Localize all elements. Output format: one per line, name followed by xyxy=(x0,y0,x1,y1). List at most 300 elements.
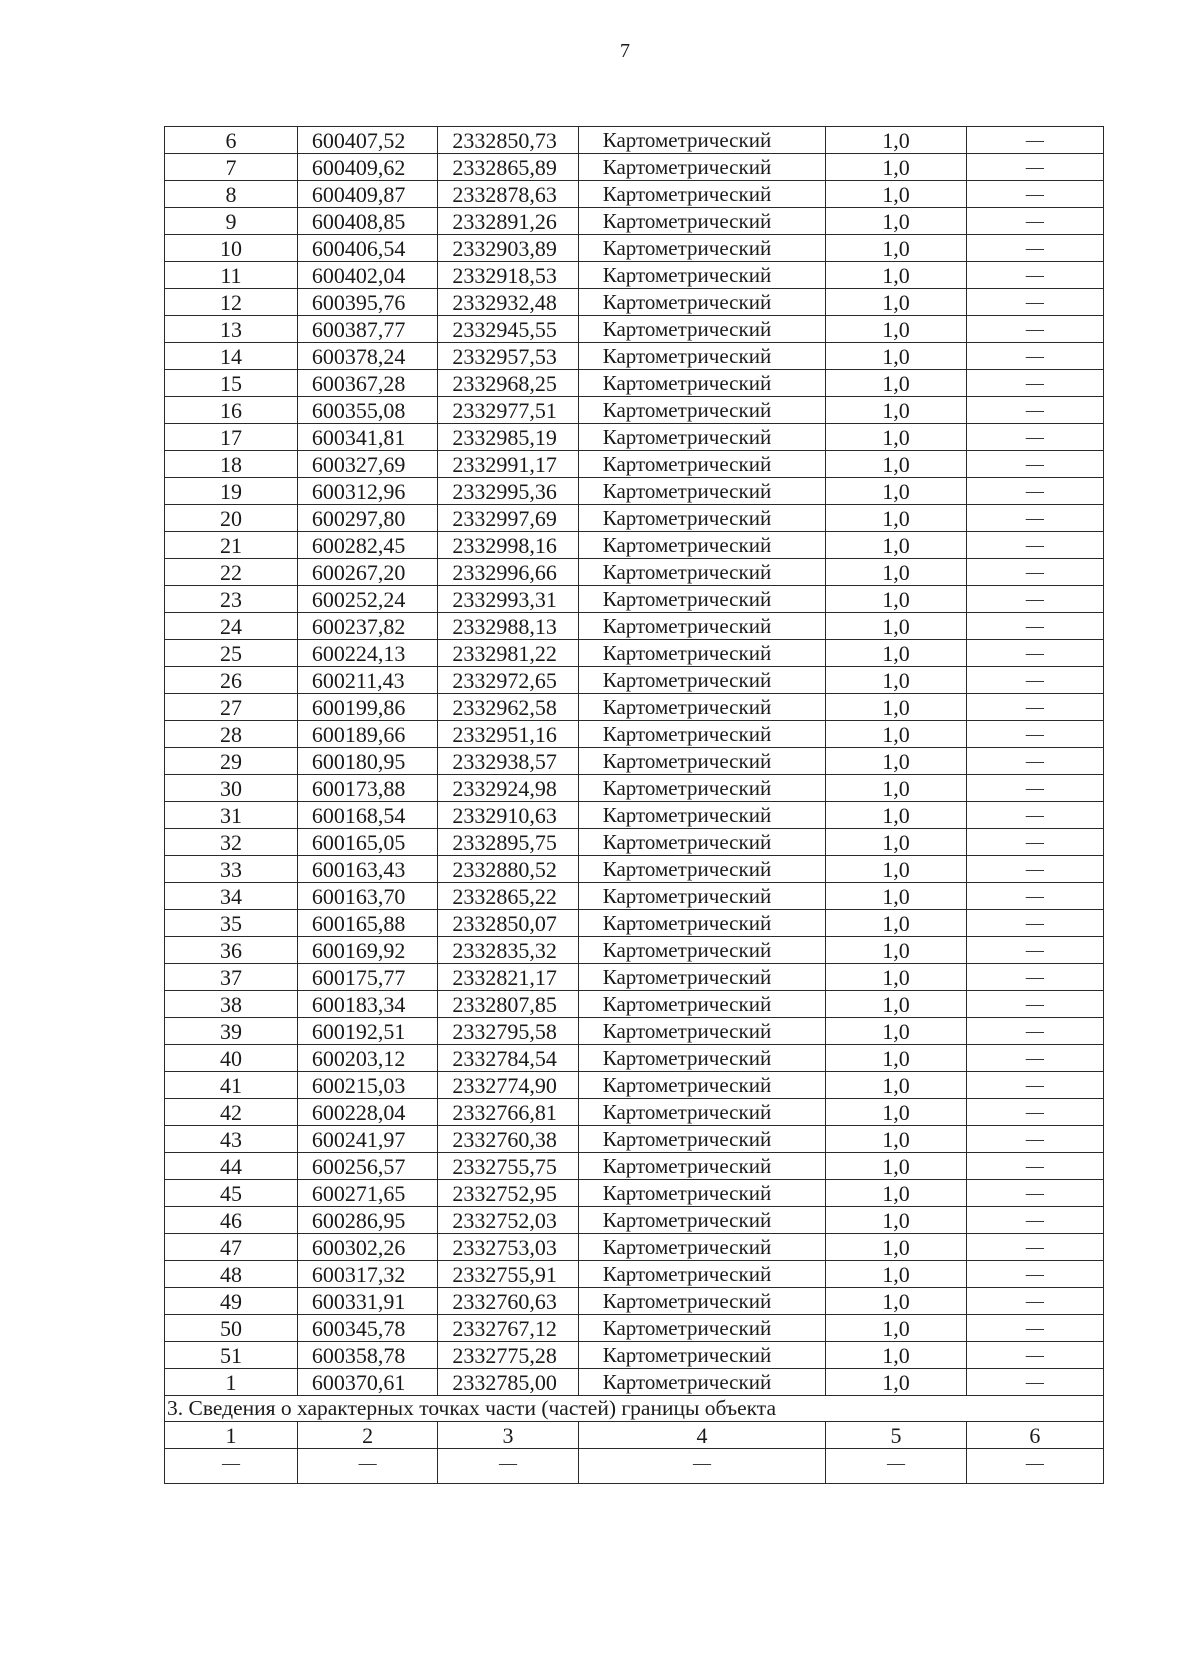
point-number-cell: 17 xyxy=(165,424,298,451)
coord-x-cell: 600345,78 xyxy=(297,1315,437,1342)
accuracy-cell: 1,0 xyxy=(826,937,966,964)
coord-x-cell: 600409,62 xyxy=(297,154,437,181)
accuracy-cell: 1,0 xyxy=(826,235,966,262)
accuracy-cell: 1,0 xyxy=(826,640,966,667)
description-cell: — xyxy=(966,262,1103,289)
coord-x-cell: 600378,24 xyxy=(297,343,437,370)
method-cell: Картометрический xyxy=(578,1153,826,1180)
coord-y-cell: 2332821,17 xyxy=(438,964,578,991)
coord-y-cell: 2332932,48 xyxy=(438,289,578,316)
coord-y-cell: 2332850,07 xyxy=(438,910,578,937)
point-number-cell: 1 xyxy=(165,1369,298,1396)
coord-x-cell: 600183,34 xyxy=(297,991,437,1018)
accuracy-cell: 1,0 xyxy=(826,343,966,370)
boundary-points-table xyxy=(164,126,1104,1484)
description-cell: — xyxy=(966,1018,1103,1045)
coord-y-cell: 2332785,00 xyxy=(438,1369,578,1396)
point-number-cell: 50 xyxy=(165,1315,298,1342)
description-cell: — xyxy=(966,1288,1103,1315)
accuracy-cell: 1,0 xyxy=(826,397,966,424)
coord-x-cell: 600387,77 xyxy=(297,316,437,343)
point-number-cell: 6 xyxy=(165,127,298,154)
point-number-cell: 45 xyxy=(165,1180,298,1207)
table-row xyxy=(165,1018,1104,1045)
section3-header-cell: 5 xyxy=(826,1422,966,1449)
table-row xyxy=(165,829,1104,856)
method-cell: Картометрический xyxy=(578,478,826,505)
description-cell: — xyxy=(966,748,1103,775)
description-cell: — xyxy=(966,1045,1103,1072)
coord-y-cell: 2332755,75 xyxy=(438,1153,578,1180)
point-number-cell: 11 xyxy=(165,262,298,289)
table-row xyxy=(165,1342,1104,1369)
table-row xyxy=(165,775,1104,802)
accuracy-cell: 1,0 xyxy=(826,910,966,937)
method-cell: Картометрический xyxy=(578,883,826,910)
method-cell: Картометрический xyxy=(578,1126,826,1153)
method-cell: Картометрический xyxy=(578,235,826,262)
coord-x-cell: 600168,54 xyxy=(297,802,437,829)
table-row xyxy=(165,613,1104,640)
coord-y-cell: 2332945,55 xyxy=(438,316,578,343)
description-cell: — xyxy=(966,208,1103,235)
table-row xyxy=(165,586,1104,613)
table-row xyxy=(165,1234,1104,1261)
accuracy-cell: 1,0 xyxy=(826,829,966,856)
method-cell: Картометрический xyxy=(578,775,826,802)
method-cell: Картометрический xyxy=(578,721,826,748)
table-row xyxy=(165,1369,1104,1396)
point-number-cell: 14 xyxy=(165,343,298,370)
method-cell: Картометрический xyxy=(578,1018,826,1045)
method-cell: Картометрический xyxy=(578,505,826,532)
point-number-cell: 21 xyxy=(165,532,298,559)
points-table-body xyxy=(165,127,1104,1396)
accuracy-cell: 1,0 xyxy=(826,1045,966,1072)
description-cell: — xyxy=(966,829,1103,856)
description-cell: — xyxy=(966,1342,1103,1369)
coord-x-cell: 600271,65 xyxy=(297,1180,437,1207)
accuracy-cell: 1,0 xyxy=(826,1180,966,1207)
table-row xyxy=(165,451,1104,478)
table-row xyxy=(165,1261,1104,1288)
accuracy-cell: 1,0 xyxy=(826,1234,966,1261)
accuracy-cell: 1,0 xyxy=(826,667,966,694)
coord-x-cell: 600341,81 xyxy=(297,424,437,451)
description-cell: — xyxy=(966,964,1103,991)
method-cell: Картометрический xyxy=(578,1315,826,1342)
point-number-cell: 47 xyxy=(165,1234,298,1261)
coord-y-cell: 2332995,36 xyxy=(438,478,578,505)
method-cell: Картометрический xyxy=(578,397,826,424)
description-cell: — xyxy=(966,1072,1103,1099)
coord-x-cell: 600163,43 xyxy=(297,856,437,883)
method-cell: Картометрический xyxy=(578,910,826,937)
method-cell: Картометрический xyxy=(578,937,826,964)
table-row xyxy=(165,721,1104,748)
coord-x-cell: 600395,76 xyxy=(297,289,437,316)
method-cell: Картометрический xyxy=(578,127,826,154)
coord-y-cell: 2332774,90 xyxy=(438,1072,578,1099)
table-row xyxy=(165,208,1104,235)
method-cell: Картометрический xyxy=(578,154,826,181)
description-cell: — xyxy=(966,397,1103,424)
coord-y-cell: 2332903,89 xyxy=(438,235,578,262)
point-number-cell: 41 xyxy=(165,1072,298,1099)
table-row xyxy=(165,667,1104,694)
description-cell: — xyxy=(966,802,1103,829)
coord-x-cell: 600370,61 xyxy=(297,1369,437,1396)
description-cell: — xyxy=(966,910,1103,937)
coord-y-cell: 2332807,85 xyxy=(438,991,578,1018)
method-cell: Картометрический xyxy=(578,964,826,991)
point-number-cell: 20 xyxy=(165,505,298,532)
section3-empty-cell: — xyxy=(966,1449,1103,1484)
table-row xyxy=(165,640,1104,667)
coord-y-cell: 2332880,52 xyxy=(438,856,578,883)
coord-y-cell: 2332760,38 xyxy=(438,1126,578,1153)
description-cell: — xyxy=(966,1099,1103,1126)
table-row xyxy=(165,937,1104,964)
point-number-cell: 34 xyxy=(165,883,298,910)
point-number-cell: 12 xyxy=(165,289,298,316)
accuracy-cell: 1,0 xyxy=(826,1369,966,1396)
point-number-cell: 38 xyxy=(165,991,298,1018)
method-cell: Картометрический xyxy=(578,856,826,883)
accuracy-cell: 1,0 xyxy=(826,964,966,991)
description-cell: — xyxy=(966,721,1103,748)
accuracy-cell: 1,0 xyxy=(826,478,966,505)
table-row xyxy=(165,478,1104,505)
description-cell: — xyxy=(966,370,1103,397)
coord-x-cell: 600169,92 xyxy=(297,937,437,964)
method-cell: Картометрический xyxy=(578,208,826,235)
point-number-cell: 10 xyxy=(165,235,298,262)
coord-y-cell: 2332753,03 xyxy=(438,1234,578,1261)
coord-x-cell: 600355,08 xyxy=(297,397,437,424)
accuracy-cell: 1,0 xyxy=(826,505,966,532)
point-number-cell: 46 xyxy=(165,1207,298,1234)
accuracy-cell: 1,0 xyxy=(826,883,966,910)
method-cell: Картометрический xyxy=(578,262,826,289)
table-row xyxy=(165,1072,1104,1099)
point-number-cell: 48 xyxy=(165,1261,298,1288)
coord-x-cell: 600286,95 xyxy=(297,1207,437,1234)
point-number-cell: 29 xyxy=(165,748,298,775)
section3-empty-cell: — xyxy=(578,1449,826,1484)
description-cell: — xyxy=(966,1207,1103,1234)
point-number-cell: 27 xyxy=(165,694,298,721)
section3-empty-cell: — xyxy=(297,1449,437,1484)
description-cell: — xyxy=(966,343,1103,370)
table-row xyxy=(165,748,1104,775)
description-cell: — xyxy=(966,1315,1103,1342)
accuracy-cell: 1,0 xyxy=(826,694,966,721)
accuracy-cell: 1,0 xyxy=(826,748,966,775)
coord-x-cell: 600252,24 xyxy=(297,586,437,613)
accuracy-cell: 1,0 xyxy=(826,424,966,451)
description-cell: — xyxy=(966,856,1103,883)
description-cell: — xyxy=(966,883,1103,910)
table-row xyxy=(165,991,1104,1018)
description-cell: — xyxy=(966,478,1103,505)
coord-y-cell: 2332895,75 xyxy=(438,829,578,856)
description-cell: — xyxy=(966,1261,1103,1288)
coord-x-cell: 600367,28 xyxy=(297,370,437,397)
coord-x-cell: 600175,77 xyxy=(297,964,437,991)
description-cell: — xyxy=(966,1153,1103,1180)
point-number-cell: 15 xyxy=(165,370,298,397)
coord-y-cell: 2332938,57 xyxy=(438,748,578,775)
coord-y-cell: 2332795,58 xyxy=(438,1018,578,1045)
point-number-cell: 44 xyxy=(165,1153,298,1180)
accuracy-cell: 1,0 xyxy=(826,775,966,802)
point-number-cell: 25 xyxy=(165,640,298,667)
description-cell: — xyxy=(966,532,1103,559)
method-cell: Картометрический xyxy=(578,181,826,208)
table-row xyxy=(165,1207,1104,1234)
accuracy-cell: 1,0 xyxy=(826,1207,966,1234)
method-cell: Картометрический xyxy=(578,1288,826,1315)
table-row xyxy=(165,289,1104,316)
description-cell: — xyxy=(966,1126,1103,1153)
coord-x-cell: 600165,05 xyxy=(297,829,437,856)
accuracy-cell: 1,0 xyxy=(826,1288,966,1315)
coord-x-cell: 600406,54 xyxy=(297,235,437,262)
coord-y-cell: 2332962,58 xyxy=(438,694,578,721)
coord-y-cell: 2332752,03 xyxy=(438,1207,578,1234)
coord-x-cell: 600180,95 xyxy=(297,748,437,775)
method-cell: Картометрический xyxy=(578,289,826,316)
accuracy-cell: 1,0 xyxy=(826,127,966,154)
method-cell: Картометрический xyxy=(578,1342,826,1369)
accuracy-cell: 1,0 xyxy=(826,370,966,397)
coord-x-cell: 600312,96 xyxy=(297,478,437,505)
description-cell: — xyxy=(966,289,1103,316)
table-row xyxy=(165,316,1104,343)
table-row xyxy=(165,532,1104,559)
point-number-cell: 35 xyxy=(165,910,298,937)
coord-y-cell: 2332760,63 xyxy=(438,1288,578,1315)
method-cell: Картометрический xyxy=(578,640,826,667)
method-cell: Картометрический xyxy=(578,667,826,694)
description-cell: — xyxy=(966,1234,1103,1261)
coord-x-cell: 600173,88 xyxy=(297,775,437,802)
section3-empty-cell: — xyxy=(826,1449,966,1484)
coord-y-cell: 2332993,31 xyxy=(438,586,578,613)
coord-y-cell: 2332957,53 xyxy=(438,343,578,370)
point-number-cell: 23 xyxy=(165,586,298,613)
coord-x-cell: 600165,88 xyxy=(297,910,437,937)
method-cell: Картометрический xyxy=(578,1099,826,1126)
coord-x-cell: 600203,12 xyxy=(297,1045,437,1072)
coord-y-cell: 2332991,17 xyxy=(438,451,578,478)
method-cell: Картометрический xyxy=(578,370,826,397)
accuracy-cell: 1,0 xyxy=(826,1342,966,1369)
coord-y-cell: 2332972,65 xyxy=(438,667,578,694)
point-number-cell: 49 xyxy=(165,1288,298,1315)
coord-x-cell: 600211,43 xyxy=(297,667,437,694)
coord-x-cell: 600302,26 xyxy=(297,1234,437,1261)
point-number-cell: 18 xyxy=(165,451,298,478)
section3-header-cell: 4 xyxy=(578,1422,826,1449)
accuracy-cell: 1,0 xyxy=(826,721,966,748)
table-row xyxy=(165,127,1104,154)
coord-x-cell: 600282,45 xyxy=(297,532,437,559)
table-row xyxy=(165,1126,1104,1153)
accuracy-cell: 1,0 xyxy=(826,559,966,586)
point-number-cell: 42 xyxy=(165,1099,298,1126)
coord-x-cell: 600317,32 xyxy=(297,1261,437,1288)
coord-y-cell: 2332988,13 xyxy=(438,613,578,640)
table-row xyxy=(165,424,1104,451)
point-number-cell: 30 xyxy=(165,775,298,802)
point-number-cell: 32 xyxy=(165,829,298,856)
point-number-cell: 22 xyxy=(165,559,298,586)
table-row xyxy=(165,505,1104,532)
accuracy-cell: 1,0 xyxy=(826,1126,966,1153)
coord-x-cell: 600192,51 xyxy=(297,1018,437,1045)
coord-x-cell: 600409,87 xyxy=(297,181,437,208)
coord-y-cell: 2332996,66 xyxy=(438,559,578,586)
description-cell: — xyxy=(966,991,1103,1018)
coord-x-cell: 600224,13 xyxy=(297,640,437,667)
method-cell: Картометрический xyxy=(578,748,826,775)
description-cell: — xyxy=(966,640,1103,667)
method-cell: Картометрический xyxy=(578,1369,826,1396)
coord-x-cell: 600256,57 xyxy=(297,1153,437,1180)
table-row xyxy=(165,1153,1104,1180)
table-row xyxy=(165,559,1104,586)
point-number-cell: 16 xyxy=(165,397,298,424)
accuracy-cell: 1,0 xyxy=(826,1261,966,1288)
point-number-cell: 19 xyxy=(165,478,298,505)
coord-y-cell: 2332835,32 xyxy=(438,937,578,964)
method-cell: Картометрический xyxy=(578,343,826,370)
coord-y-cell: 2332918,53 xyxy=(438,262,578,289)
coord-x-cell: 600163,70 xyxy=(297,883,437,910)
table-row xyxy=(165,1045,1104,1072)
point-number-cell: 39 xyxy=(165,1018,298,1045)
page-number: 7 xyxy=(620,40,630,62)
accuracy-cell: 1,0 xyxy=(826,208,966,235)
coord-y-cell: 2332766,81 xyxy=(438,1099,578,1126)
coord-y-cell: 2332968,25 xyxy=(438,370,578,397)
coord-y-cell: 2332997,69 xyxy=(438,505,578,532)
coord-y-cell: 2332951,16 xyxy=(438,721,578,748)
accuracy-cell: 1,0 xyxy=(826,1072,966,1099)
table-row xyxy=(165,1288,1104,1315)
coord-y-cell: 2332850,73 xyxy=(438,127,578,154)
description-cell: — xyxy=(966,316,1103,343)
accuracy-cell: 1,0 xyxy=(826,262,966,289)
table-row xyxy=(165,262,1104,289)
section3-empty-cell: — xyxy=(165,1449,298,1484)
table-row xyxy=(165,154,1104,181)
accuracy-cell: 1,0 xyxy=(826,451,966,478)
accuracy-cell: 1,0 xyxy=(826,991,966,1018)
description-cell: — xyxy=(966,586,1103,613)
section3-header-cell: 1 xyxy=(165,1422,298,1449)
method-cell: Картометрический xyxy=(578,1261,826,1288)
point-number-cell: 33 xyxy=(165,856,298,883)
method-cell: Картометрический xyxy=(578,613,826,640)
point-number-cell: 31 xyxy=(165,802,298,829)
point-number-cell: 36 xyxy=(165,937,298,964)
description-cell: — xyxy=(966,1180,1103,1207)
description-cell: — xyxy=(966,181,1103,208)
description-cell: — xyxy=(966,127,1103,154)
method-cell: Картометрический xyxy=(578,694,826,721)
method-cell: Картометрический xyxy=(578,829,826,856)
accuracy-cell: 1,0 xyxy=(826,1099,966,1126)
coord-y-cell: 2332878,63 xyxy=(438,181,578,208)
section3-title: 3. Сведения о характерных точках части (частей) границы объекта xyxy=(165,1396,1104,1422)
description-cell: — xyxy=(966,694,1103,721)
description-cell: — xyxy=(966,154,1103,181)
section3-header-cell: 3 xyxy=(438,1422,578,1449)
point-number-cell: 37 xyxy=(165,964,298,991)
accuracy-cell: 1,0 xyxy=(826,802,966,829)
coord-x-cell: 600228,04 xyxy=(297,1099,437,1126)
point-number-cell: 28 xyxy=(165,721,298,748)
accuracy-cell: 1,0 xyxy=(826,154,966,181)
coord-y-cell: 2332752,95 xyxy=(438,1180,578,1207)
method-cell: Картометрический xyxy=(578,559,826,586)
method-cell: Картометрический xyxy=(578,1072,826,1099)
accuracy-cell: 1,0 xyxy=(826,532,966,559)
table-row xyxy=(165,370,1104,397)
coord-x-cell: 600241,97 xyxy=(297,1126,437,1153)
description-cell: — xyxy=(966,559,1103,586)
table-row xyxy=(165,1099,1104,1126)
table-row xyxy=(165,1315,1104,1342)
coord-y-cell: 2332865,22 xyxy=(438,883,578,910)
point-number-cell: 24 xyxy=(165,613,298,640)
method-cell: Картометрический xyxy=(578,991,826,1018)
description-cell: — xyxy=(966,937,1103,964)
coord-y-cell: 2332981,22 xyxy=(438,640,578,667)
table-row xyxy=(165,343,1104,370)
table-row xyxy=(165,964,1104,991)
coord-y-cell: 2332891,26 xyxy=(438,208,578,235)
method-cell: Картометрический xyxy=(578,316,826,343)
accuracy-cell: 1,0 xyxy=(826,181,966,208)
coord-x-cell: 600199,86 xyxy=(297,694,437,721)
accuracy-cell: 1,0 xyxy=(826,856,966,883)
coord-y-cell: 2332977,51 xyxy=(438,397,578,424)
section3-block xyxy=(165,1396,1104,1484)
method-cell: Картометрический xyxy=(578,1207,826,1234)
description-cell: — xyxy=(966,451,1103,478)
table-row xyxy=(165,694,1104,721)
coord-x-cell: 600215,03 xyxy=(297,1072,437,1099)
coord-x-cell: 600237,82 xyxy=(297,613,437,640)
table-row xyxy=(165,235,1104,262)
table-row xyxy=(165,1180,1104,1207)
coord-x-cell: 600407,52 xyxy=(297,127,437,154)
description-cell: — xyxy=(966,775,1103,802)
method-cell: Картометрический xyxy=(578,1180,826,1207)
coord-x-cell: 600267,20 xyxy=(297,559,437,586)
point-number-cell: 26 xyxy=(165,667,298,694)
method-cell: Картометрический xyxy=(578,586,826,613)
accuracy-cell: 1,0 xyxy=(826,1153,966,1180)
accuracy-cell: 1,0 xyxy=(826,1315,966,1342)
description-cell: — xyxy=(966,235,1103,262)
description-cell: — xyxy=(966,1369,1103,1396)
point-number-cell: 40 xyxy=(165,1045,298,1072)
